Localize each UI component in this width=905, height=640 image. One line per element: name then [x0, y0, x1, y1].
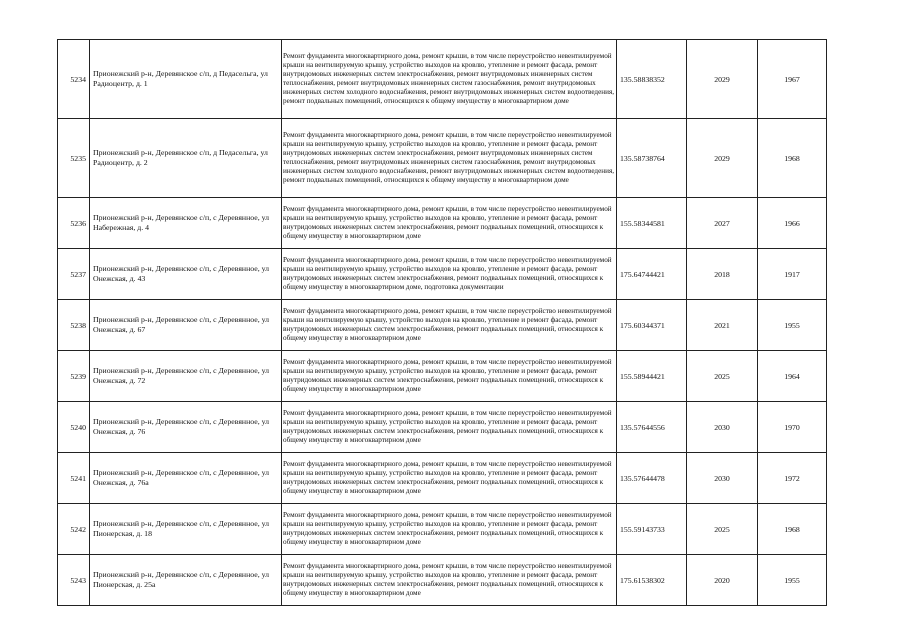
table-row	[58, 249, 827, 300]
work-description-cell: Ремонт фундамента многоквартирного дома, ремонт крыши, в том числе переустройство невентилируемой крыши на вентилируемую крышу, устройство выходов на кровлю, утепление и ремонт фасада, ремонт внутридомовых инженерных систем электроснабжения, ремонт подвальных помещений, относящихся к общему имуществу в многоквартирном доме	[282, 351, 617, 402]
construction-year-cell: 1955	[758, 300, 827, 351]
planned-year-cell: 2020	[687, 555, 758, 606]
construction-year-cell: 1955	[758, 555, 827, 606]
planned-year-cell: 2029	[687, 119, 758, 198]
row-number-cell: 5242	[58, 504, 90, 555]
table-row	[58, 300, 827, 351]
address-cell: Прионежский р-н, Деревянское с/п, д Педасельга, ул Радиоцентр, д. 1	[90, 40, 282, 119]
planned-year-cell: 2030	[687, 453, 758, 504]
row-number-cell: 5241	[58, 453, 90, 504]
cost-cell: 155.59143733	[617, 504, 687, 555]
construction-year-cell: 1964	[758, 351, 827, 402]
cost-cell: 135.57644556	[617, 402, 687, 453]
table-row	[58, 555, 827, 606]
table-row	[58, 504, 827, 555]
table-row	[58, 453, 827, 504]
construction-year-cell: 1917	[758, 249, 827, 300]
construction-year-cell: 1967	[758, 40, 827, 119]
row-number-cell: 5240	[58, 402, 90, 453]
address-cell: Прионежский р-н, Деревянское с/п, с Деревянное, ул Онежская, д. 72	[90, 351, 282, 402]
row-number-cell: 5238	[58, 300, 90, 351]
work-description-cell: Ремонт фундамента многоквартирного дома, ремонт крыши, в том числе переустройство невентилируемой крыши на вентилируемую крышу, устройство выходов на кровлю, утепление и ремонт фасада, ремонт внутридомовых инженерных систем электроснабжения, ремонт подвальных помещений, относящихся к общему имуществу в многоквартирном доме	[282, 300, 617, 351]
planned-year-cell: 2027	[687, 198, 758, 249]
work-description-cell: Ремонт фундамента многоквартирного дома, ремонт крыши, в том числе переустройство невентилируемой крыши на вентилируемую крышу, устройство выходов на кровлю, утепление и ремонт фасада, ремонт внутридомовых инженерных систем электроснабжения, ремонт внутридомовых инженерных систем теплоснабжения, ремонт внутридомовых инженерных систем газоснабжения, ремонт внутридомовых инженерных систем холодного водоснабжения, ремонт внутридомовых инженерных систем водоотведения, ремонт подвальных помещений, относящихся к общему имуществу в многоквартирном доме	[282, 119, 617, 198]
planned-year-cell: 2025	[687, 351, 758, 402]
work-description-cell: Ремонт фундамента многоквартирного дома, ремонт крыши, в том числе переустройство невентилируемой крыши на вентилируемую крышу, устройство выходов на кровлю, утепление и ремонт фасада, ремонт внутридомовых инженерных систем электроснабжения, ремонт подвальных помещений, относящихся к общему имуществу в многоквартирном доме	[282, 453, 617, 504]
row-number-cell: 5237	[58, 249, 90, 300]
address-cell: Прионежский р-н, Деревянское с/п, с Деревянное, ул Онежская, д. 76а	[90, 453, 282, 504]
cost-cell: 175.60344371	[617, 300, 687, 351]
work-description-cell: Ремонт фундамента многоквартирного дома, ремонт крыши, в том числе переустройство невентилируемой крыши на вентилируемую крышу, устройство выходов на кровлю, утепление и ремонт фасада, ремонт внутридомовых инженерных систем электроснабжения, ремонт подвальных помещений, относящихся к общему имуществу в многоквартирном доме	[282, 504, 617, 555]
table-row	[58, 351, 827, 402]
row-number-cell: 5234	[58, 40, 90, 119]
work-description-cell: Ремонт фундамента многоквартирного дома, ремонт крыши, в том числе переустройство невентилируемой крыши на вентилируемую крышу, устройство выходов на кровлю, утепление и ремонт фасада, ремонт внутридомовых инженерных систем электроснабжения, ремонт подвальных помещений, относящихся к общему имуществу в многоквартирном доме, подготовка документации	[282, 249, 617, 300]
construction-year-cell: 1968	[758, 119, 827, 198]
cost-cell: 175.61538302	[617, 555, 687, 606]
address-cell: Прионежский р-н, Деревянское с/п, с Деревянное, ул Пионерская, д. 25а	[90, 555, 282, 606]
address-cell: Прионежский р-н, Деревянское с/п, с Деревянное, ул Онежская, д. 76	[90, 402, 282, 453]
planned-year-cell: 2025	[687, 504, 758, 555]
address-cell: Прионежский р-н, Деревянское с/п, с Деревянное, ул Онежская, д. 67	[90, 300, 282, 351]
table-row	[58, 402, 827, 453]
planned-year-cell: 2018	[687, 249, 758, 300]
cost-cell: 175.64744421	[617, 249, 687, 300]
work-description-cell: Ремонт фундамента многоквартирного дома, ремонт крыши, в том числе переустройство невентилируемой крыши на вентилируемую крышу, устройство выходов на кровлю, утепление и ремонт фасада, ремонт внутридомовых инженерных систем электроснабжения, ремонт подвальных помещений, относящихся к общему имуществу в многоквартирном доме	[282, 555, 617, 606]
address-cell: Прионежский р-н, Деревянское с/п, с Деревянное, ул Набережная, д. 4	[90, 198, 282, 249]
construction-year-cell: 1968	[758, 504, 827, 555]
row-number-cell: 5236	[58, 198, 90, 249]
planned-year-cell: 2030	[687, 402, 758, 453]
row-number-cell: 5243	[58, 555, 90, 606]
cost-cell: 135.58838352	[617, 40, 687, 119]
cost-cell: 135.57644478	[617, 453, 687, 504]
table-row	[58, 40, 827, 119]
cost-cell: 155.58344581	[617, 198, 687, 249]
work-description-cell: Ремонт фундамента многоквартирного дома, ремонт крыши, в том числе переустройство невентилируемой крыши на вентилируемую крышу, устройство выходов на кровлю, утепление и ремонт фасада, ремонт внутридомовых инженерных систем электроснабжения, ремонт подвальных помещений, относящихся к общему имуществу в многоквартирном доме	[282, 402, 617, 453]
row-number-cell: 5235	[58, 119, 90, 198]
work-description-cell: Ремонт фундамента многоквартирного дома, ремонт крыши, в том числе переустройство невентилируемой крыши на вентилируемую крышу, устройство выходов на кровлю, утепление и ремонт фасада, ремонт внутридомовых инженерных систем электроснабжения, ремонт подвальных помещений, относящихся к общему имуществу в многоквартирном доме	[282, 198, 617, 249]
construction-year-cell: 1970	[758, 402, 827, 453]
address-cell: Прионежский р-н, Деревянское с/п, с Деревянное, ул Онежская, д. 43	[90, 249, 282, 300]
planned-year-cell: 2029	[687, 40, 758, 119]
cost-cell: 135.58738764	[617, 119, 687, 198]
planned-year-cell: 2021	[687, 300, 758, 351]
table-row	[58, 198, 827, 249]
table-row	[58, 119, 827, 198]
construction-year-cell: 1966	[758, 198, 827, 249]
table-body	[58, 40, 827, 606]
row-number-cell: 5239	[58, 351, 90, 402]
construction-year-cell: 1972	[758, 453, 827, 504]
address-cell: Прионежский р-н, Деревянское с/п, д Педасельга, ул Радиоцентр, д. 2	[90, 119, 282, 198]
capital-repair-table	[57, 39, 827, 606]
work-description-cell: Ремонт фундамента многоквартирного дома, ремонт крыши, в том числе переустройство невентилируемой крыши на вентилируемую крышу, устройство выходов на кровлю, утепление и ремонт фасада, ремонт внутридомовых инженерных систем электроснабжения, ремонт внутридомовых инженерных систем теплоснабжения, ремонт внутридомовых инженерных систем газоснабжения, ремонт внутридомовых инженерных систем холодного водоснабжения, ремонт внутридомовых инженерных систем водоотведения, ремонт подвальных помещений, относящихся к общему имуществу в многоквартирном доме	[282, 40, 617, 119]
address-cell: Прионежский р-н, Деревянское с/п, с Деревянное, ул Пионерская, д. 18	[90, 504, 282, 555]
cost-cell: 155.58944421	[617, 351, 687, 402]
document-page	[57, 39, 827, 606]
